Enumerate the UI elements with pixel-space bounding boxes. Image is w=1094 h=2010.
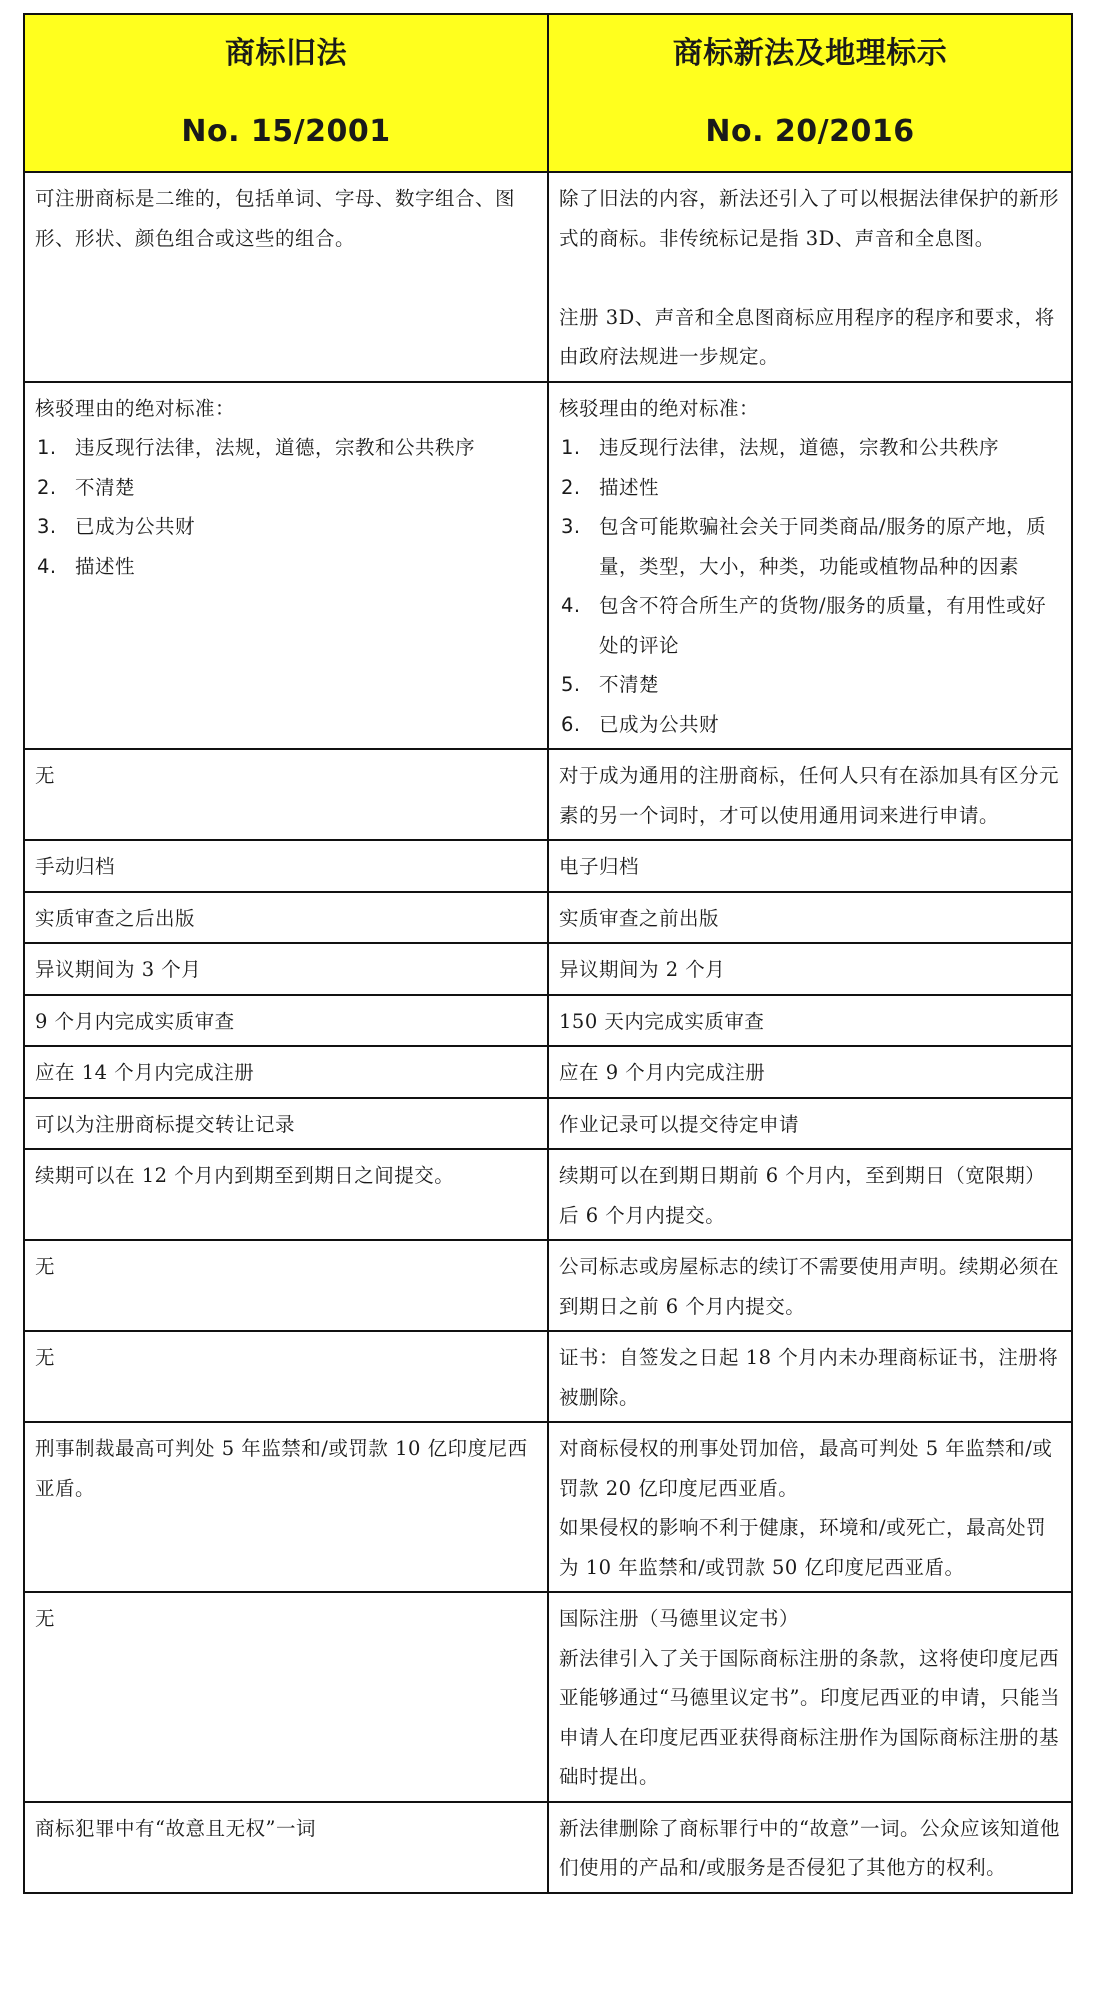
- list-number: 1.: [561, 436, 581, 459]
- table-row: [24, 1592, 1072, 1802]
- cell-text: 注册 3D、声音和全息图商标应用程序的程序和要求，将由政府法规进一步规定。: [559, 305, 1055, 368]
- table-row: [24, 382, 1072, 750]
- list-item-text: 不清楚: [599, 673, 660, 696]
- criteria-list: [35, 428, 537, 586]
- list-item-text: 已成为公共财: [75, 515, 196, 538]
- old-law-cell: [24, 1422, 548, 1592]
- new-law-cell: [548, 749, 1072, 840]
- table-row: [24, 749, 1072, 840]
- old-law-cell: [24, 1149, 548, 1240]
- cell-text: 实质审查之前出版: [559, 906, 720, 930]
- list-item-text: 描述性: [75, 554, 136, 578]
- table-row: [24, 1802, 1072, 1893]
- criteria-heading: 核驳理由的绝对标准：: [559, 396, 760, 420]
- old-law-cell: [24, 995, 548, 1047]
- header-new-law: [548, 14, 1072, 172]
- cell-text: 无: [35, 1346, 56, 1369]
- table-row: [24, 1422, 1072, 1592]
- cell-text: 新法律删除了商标罪行中的“故意”一词。公众应该知道他们使用的产品和/或服务是否侵犯了其他方的权利。: [559, 1816, 1060, 1879]
- list-number: 3.: [561, 515, 581, 538]
- old-law-cell: [24, 943, 548, 995]
- table-row: [24, 172, 1072, 382]
- blank-line: [559, 258, 1061, 298]
- header-old-title: 商标旧法: [225, 36, 347, 71]
- list-item: [559, 428, 1061, 468]
- cell-text: 如果侵权的影响不利于健康，环境和/或死亡，最高处罚为 10 年监禁和/或罚款 50 亿印度尼西亚盾。: [559, 1516, 1047, 1579]
- cell-text: 无: [35, 1607, 56, 1630]
- table-row: [24, 995, 1072, 1047]
- header-new-title: 商标新法及地理标示: [672, 36, 948, 71]
- new-law-cell: [548, 1240, 1072, 1331]
- cell-text: 可以为注册商标提交转让记录: [35, 1112, 296, 1136]
- list-number: 5.: [561, 673, 581, 696]
- list-item: [559, 468, 1061, 508]
- cell-text: 电子归档: [559, 855, 640, 878]
- old-law-cell: [24, 1331, 548, 1422]
- header-old-number: No. 15/2001: [181, 114, 391, 149]
- list-item-text: 包含可能欺骗社会关于同类商品/服务的原产地，质量，类型，大小，种类，功能或植物品种的因素: [599, 515, 1047, 578]
- cell-text: 无: [35, 1255, 56, 1278]
- cell-text: 公司标志或房屋标志的续订不需要使用声明。续期必须在到期日之前 6 个月内提交。: [559, 1255, 1060, 1318]
- cell-text: 作业记录可以提交待定申请: [559, 1112, 800, 1136]
- old-law-cell: [24, 1098, 548, 1150]
- cell-text: 手动归档: [35, 855, 116, 878]
- cell-text: 新法律引入了关于国际商标注册的条款，这将使印度尼西亚能够通过“马德里议定书”。印度尼西亚的申请，只能当申请人在印度尼西亚获得商标注册作为国际商标注册的基础时提出。: [559, 1646, 1060, 1788]
- cell-text: 对于成为通用的注册商标，任何人只有在添加具有区分元素的另一个词时，才可以使用通用词来进行申请。: [559, 764, 1060, 827]
- old-law-cell: [24, 1046, 548, 1098]
- cell-text: 实质审查之后出版: [35, 906, 196, 930]
- table-row: [24, 840, 1072, 892]
- table-row: [24, 1098, 1072, 1150]
- cell-text: 应在 9 个月内完成注册: [559, 1061, 766, 1084]
- list-item: [35, 428, 537, 468]
- list-item-text: 已成为公共财: [599, 712, 720, 736]
- new-law-cell: [548, 1592, 1072, 1802]
- old-law-cell: [24, 1592, 548, 1802]
- list-item-text: 包含不符合所生产的货物/服务的质量，有用性或好处的评论: [599, 594, 1047, 657]
- list-number: 4.: [561, 594, 581, 617]
- new-law-cell: [548, 172, 1072, 382]
- new-law-cell: [548, 892, 1072, 944]
- criteria-heading: 核驳理由的绝对标准：: [35, 396, 236, 420]
- old-law-cell: [24, 749, 548, 840]
- new-law-cell: [548, 1802, 1072, 1893]
- criteria-list: [559, 428, 1061, 744]
- cell-text: 证书：自签发之日起 18 个月内未办理商标证书，注册将被删除。: [559, 1346, 1059, 1409]
- list-item-text: 不清楚: [75, 475, 136, 499]
- old-law-cell: [24, 1802, 548, 1893]
- table-row: [24, 1046, 1072, 1098]
- list-item: [559, 705, 1061, 745]
- cell-text: 可注册商标是二维的，包括单词、字母、数字组合、图形、形状、颜色组合或这些的组合。: [35, 187, 516, 250]
- cell-text: 150 天内完成实质审查: [559, 1009, 765, 1033]
- cell-text: 9 个月内完成实质审查: [35, 1009, 235, 1033]
- cell-text: 续期可以在 12 个月内到期至到期日之间提交。: [35, 1164, 455, 1187]
- new-law-cell: [548, 1331, 1072, 1422]
- list-item-text: 描述性: [599, 475, 660, 499]
- new-law-cell: [548, 1149, 1072, 1240]
- cell-text: 异议期间为 3 个月: [35, 958, 202, 981]
- list-item: [35, 507, 537, 547]
- list-item: [559, 507, 1061, 586]
- table-row: [24, 892, 1072, 944]
- new-law-cell: [548, 1046, 1072, 1098]
- list-item-text: 违反现行法律，法规，道德，宗教和公共秩序: [75, 436, 476, 459]
- list-number: 4.: [37, 554, 57, 578]
- old-law-cell: [24, 1240, 548, 1331]
- cell-text: 异议期间为 2 个月: [559, 958, 726, 981]
- table-row: [24, 1240, 1072, 1331]
- list-number: 6.: [561, 712, 581, 736]
- cell-text: 对商标侵权的刑事处罚加倍，最高可判处 5 年监禁和/或罚款 20 亿印度尼西亚盾。: [559, 1437, 1053, 1500]
- list-number: 1.: [37, 436, 57, 459]
- list-item: [35, 547, 537, 587]
- new-law-cell: [548, 1422, 1072, 1592]
- old-law-cell: [24, 840, 548, 892]
- new-law-cell: [548, 943, 1072, 995]
- header-row: [24, 14, 1072, 172]
- list-item: [559, 665, 1061, 705]
- table-body: [24, 172, 1072, 1893]
- list-number: 2.: [561, 475, 581, 499]
- cell-text: 商标犯罪中有“故意且无权”一词: [35, 1816, 316, 1840]
- new-law-cell: [548, 1098, 1072, 1150]
- cell-text: 除了旧法的内容，新法还引入了可以根据法律保护的新形式的商标。非传统标记是指 3D、声音和全息图。: [559, 187, 1060, 250]
- list-number: 2.: [37, 475, 57, 499]
- cell-text: 国际注册（马德里议定书）: [559, 1607, 800, 1630]
- header-new-number: No. 20/2016: [705, 114, 915, 149]
- new-law-cell: [548, 995, 1072, 1047]
- list-item: [35, 468, 537, 508]
- cell-text: 刑事制裁最高可判处 5 年监禁和/或罚款 10 亿印度尼西亚盾。: [35, 1437, 528, 1500]
- new-law-cell: [548, 382, 1072, 750]
- list-number: 3.: [37, 515, 57, 538]
- table-row: [24, 1331, 1072, 1422]
- cell-text: 应在 14 个月内完成注册: [35, 1061, 255, 1084]
- header-old-law: [24, 14, 548, 172]
- old-law-cell: [24, 172, 548, 382]
- old-law-cell: [24, 892, 548, 944]
- list-item-text: 违反现行法律，法规，道德，宗教和公共秩序: [599, 436, 1000, 459]
- cell-text: 续期可以在到期日期前 6 个月内，至到期日（宽限期）后 6 个月内提交。: [559, 1164, 1046, 1227]
- cell-text: 无: [35, 764, 56, 787]
- comparison-table: [23, 13, 1073, 1894]
- list-item: [559, 586, 1061, 665]
- table-row: [24, 943, 1072, 995]
- old-law-cell: [24, 382, 548, 750]
- new-law-cell: [548, 840, 1072, 892]
- table-row: [24, 1149, 1072, 1240]
